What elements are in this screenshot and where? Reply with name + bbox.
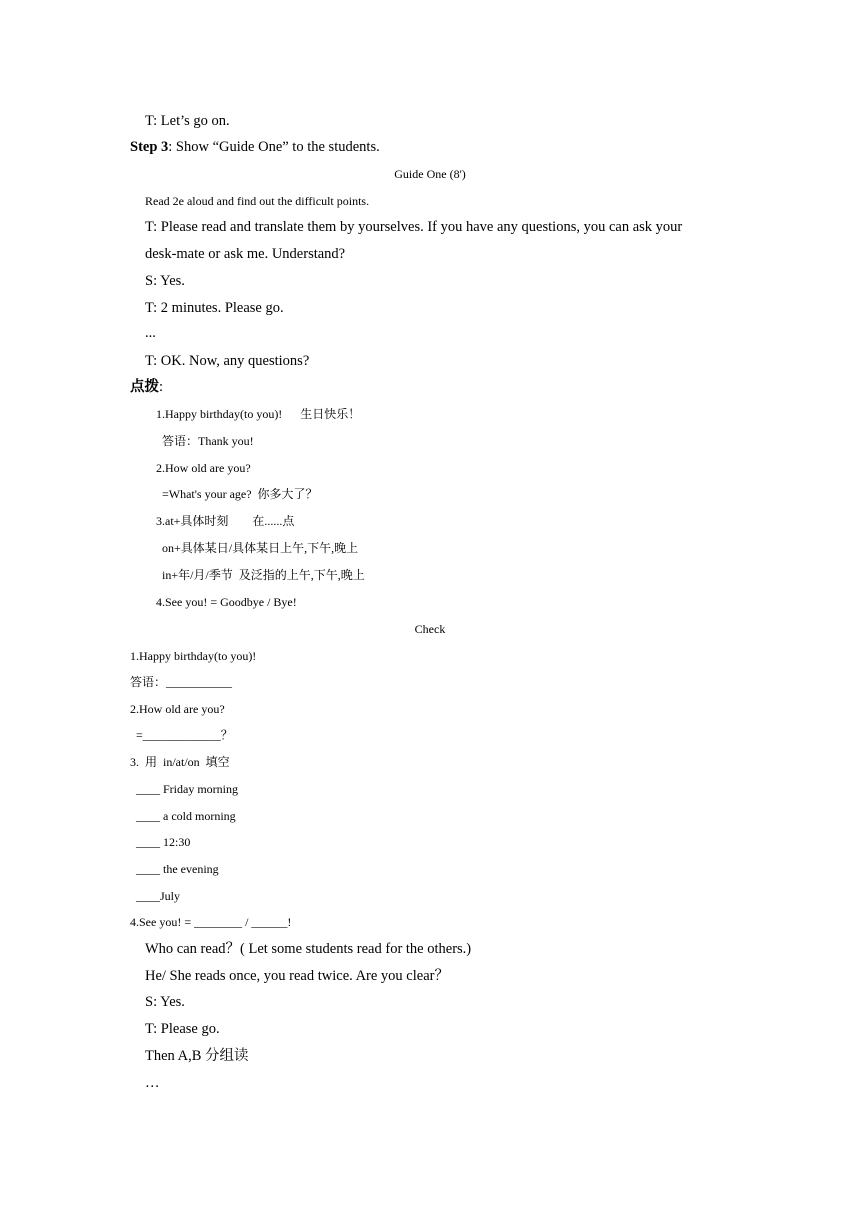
check-line: ____ 12:30: [130, 835, 191, 849]
closing-line: Who can read？( Let some students read for the others.): [145, 941, 472, 957]
check-line: ____ a cold morning: [130, 809, 236, 823]
check-line: 4.See you! = ________ / ______!: [130, 915, 292, 929]
check-line: ____ Friday morning: [130, 782, 238, 796]
dialogue-line: desk-mate or ask me. Understand?: [145, 246, 346, 262]
check-heading: Check: [414, 622, 446, 636]
guide-one-heading: Guide One (8'): [394, 167, 466, 181]
closing-line: He/ She reads once, you read twice. Are you clear？: [145, 968, 449, 984]
step3-text: : Show “Guide One” to the students.: [168, 139, 380, 155]
check-line: =_____________？: [130, 728, 233, 742]
guide-instruction: Read 2e aloud and find out the difficult points.: [145, 194, 370, 208]
dialogue-line: T: 2 minutes. Please go.: [145, 300, 284, 316]
tip-line: in+年/月/季节 及泛指的上午,下午,晚上: [156, 568, 365, 582]
tip-line: 答语：Thank you!: [156, 434, 254, 448]
step3-label: Step 3: [130, 139, 169, 155]
tip-line: on+具体某日/具体某日上午,下午,晚上: [156, 541, 359, 555]
check-line: 答语：___________: [130, 675, 233, 689]
dialogue-line: T: OK. Now, any questions?: [145, 353, 310, 369]
tip-line: 3.at+具体时刻 在......点: [156, 514, 295, 528]
check-line: ____July: [130, 889, 181, 903]
tips-label: 点拨: [130, 379, 159, 395]
dialogue-line: ...: [145, 325, 156, 341]
step3-line: [130, 140, 380, 155]
dialogue-line: S: Yes.: [145, 273, 185, 289]
teacher-line-go-on: T: Let’s go on.: [145, 113, 230, 129]
tips-colon: :: [159, 379, 164, 395]
tip-line: 2.How old are you?: [156, 461, 251, 475]
tip-line: 4.See you! = Goodbye / Bye!: [156, 595, 297, 609]
tips-heading: [130, 380, 163, 395]
closing-line: T: Please go.: [145, 1021, 220, 1037]
check-line: 2.How old are you?: [130, 702, 225, 716]
closing-line: …: [145, 1075, 160, 1091]
tip-line: 1.Happy birthday(to you)! 生日快乐！: [156, 407, 361, 421]
closing-line: Then A,B 分组读: [145, 1048, 249, 1064]
tip-line: =What's your age? 你多大了？: [156, 487, 318, 501]
check-line: 1.Happy birthday(to you)!: [130, 649, 257, 663]
check-line: 3. 用 in/at/on 填空: [130, 755, 230, 769]
closing-line: S: Yes.: [145, 994, 185, 1010]
check-line: ____ the evening: [130, 862, 219, 876]
dialogue-line: T: Please read and translate them by yourselves. If you have any questions, you can ask your: [145, 219, 683, 235]
